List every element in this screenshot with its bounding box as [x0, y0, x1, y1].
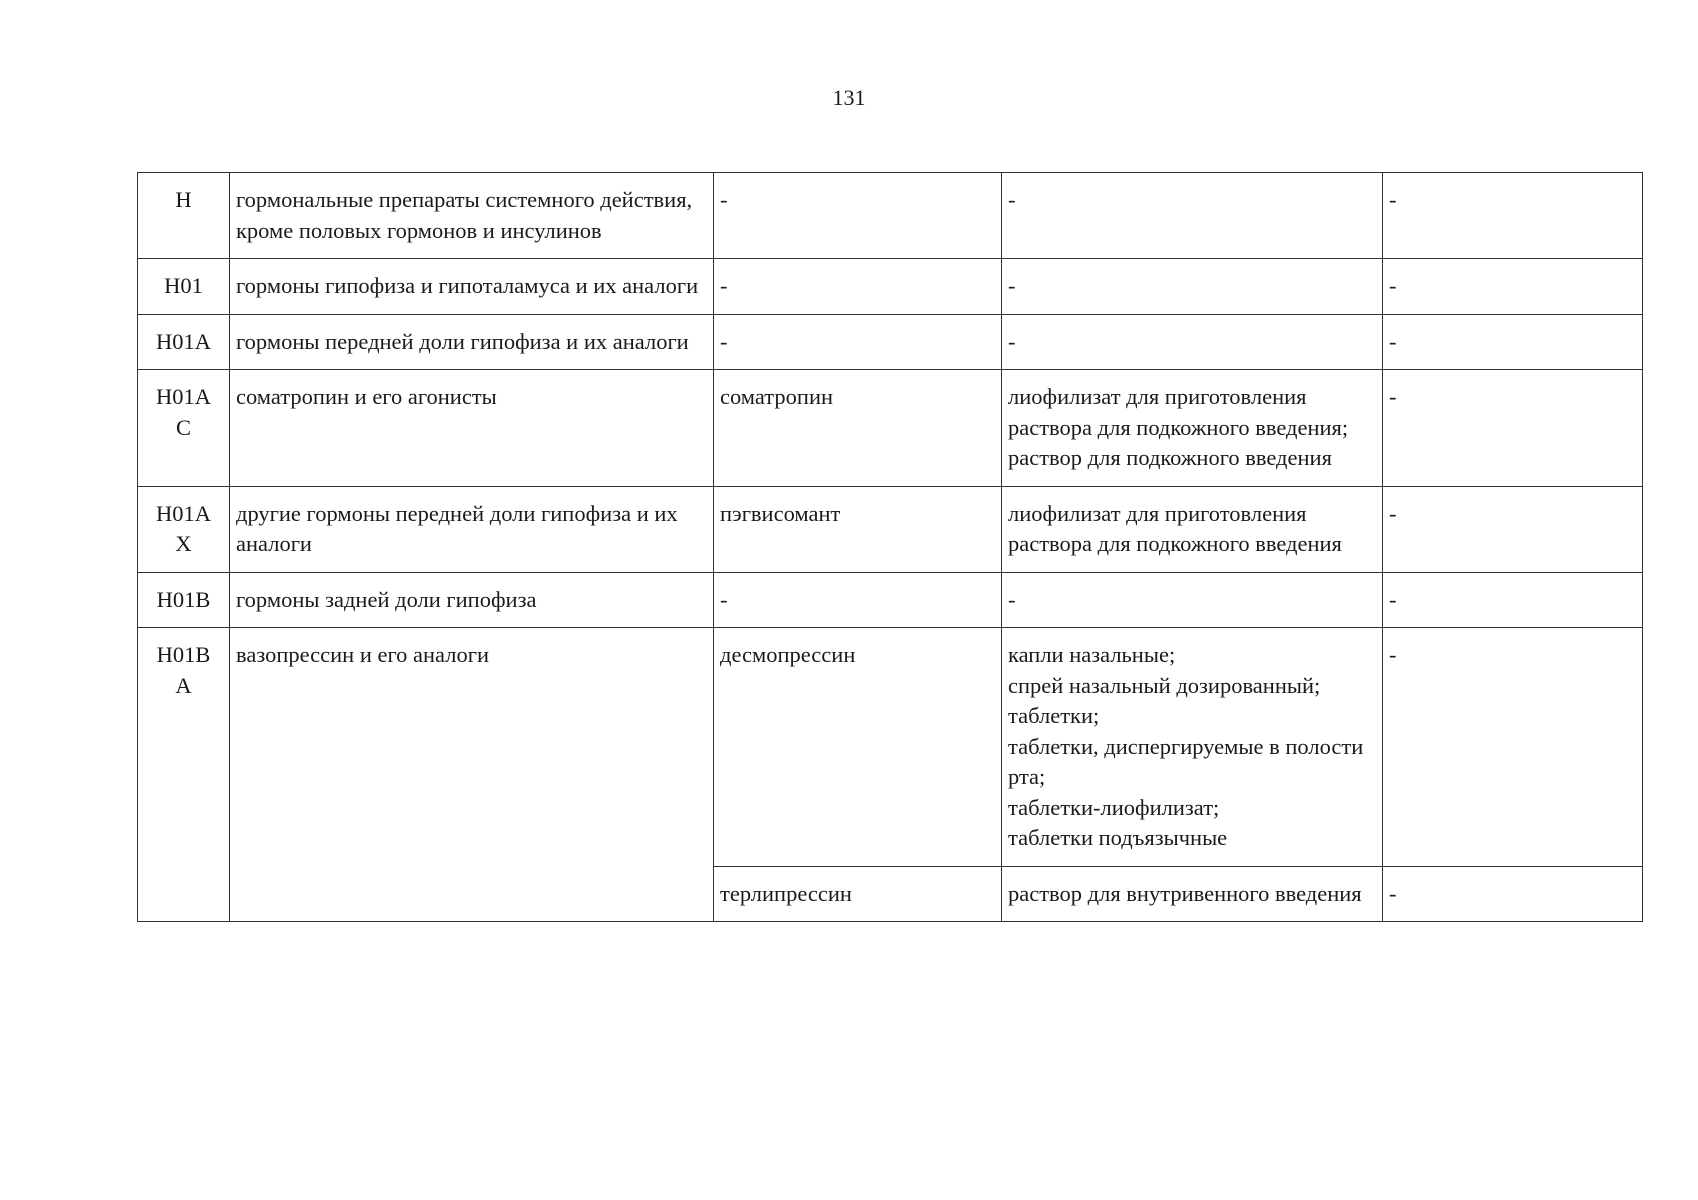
table-row	[138, 314, 1643, 370]
table-row	[138, 173, 1643, 259]
dosage-form-cell: -	[1002, 259, 1383, 315]
drug-name-cell: -	[714, 572, 1002, 628]
dosage-form-cell: лиофилизат для приготовления раствора для подкожного введения	[1002, 486, 1383, 572]
anatomical-group-cell: гормоны передней доли гипофиза и их аналоги	[230, 314, 714, 370]
note-cell: -	[1383, 370, 1643, 487]
drug-name-cell: -	[714, 259, 1002, 315]
table-row	[138, 572, 1643, 628]
dosage-form-cell: раствор для внутривенного введения	[1002, 866, 1383, 922]
drug-table	[137, 172, 1643, 922]
anatomical-group-cell: гормоны гипофиза и гипоталамуса и их аналоги	[230, 259, 714, 315]
dosage-form-cell: лиофилизат для приготовления раствора для подкожного введения; раствор для подкожного введения	[1002, 370, 1383, 487]
note-cell: -	[1383, 572, 1643, 628]
drug-name-cell: пэгвисомант	[714, 486, 1002, 572]
table-row	[138, 486, 1643, 572]
atc-code-cell: H01A X	[138, 486, 230, 572]
drug-name-cell: десмопрессин	[714, 628, 1002, 867]
anatomical-group-cell: гормональные препараты системного действия, кроме половых гормонов и инсулинов	[230, 173, 714, 259]
drug-name-cell: соматропин	[714, 370, 1002, 487]
dosage-form-cell: -	[1002, 314, 1383, 370]
note-cell: -	[1383, 486, 1643, 572]
atc-code-cell: H01	[138, 259, 230, 315]
drug-name-cell: -	[714, 314, 1002, 370]
anatomical-group-cell: другие гормоны передней доли гипофиза и их аналоги	[230, 486, 714, 572]
dosage-form-cell: -	[1002, 572, 1383, 628]
anatomical-group-cell: вазопрессин и его аналоги	[230, 628, 714, 922]
drug-name-cell: терлипрессин	[714, 866, 1002, 922]
page-number: 131	[832, 85, 866, 110]
drug-name-cell: -	[714, 173, 1002, 259]
note-cell: -	[1383, 866, 1643, 922]
atc-code-cell: H	[138, 173, 230, 259]
dosage-form-cell: -	[1002, 173, 1383, 259]
table-row	[138, 628, 1643, 867]
atc-code-cell: H01A C	[138, 370, 230, 487]
atc-code-cell: H01A	[138, 314, 230, 370]
table-row	[138, 370, 1643, 487]
anatomical-group-cell: гормоны задней доли гипофиза	[230, 572, 714, 628]
anatomical-group-cell: соматропин и его агонисты	[230, 370, 714, 487]
dosage-form-cell: капли назальные; спрей назальный дозированный; таблетки; таблетки, диспергируемые в полости рта; таблетки-лиофилизат; таблетки подъязычные	[1002, 628, 1383, 867]
atc-code-cell: H01B	[138, 572, 230, 628]
note-cell: -	[1383, 314, 1643, 370]
table-row	[138, 259, 1643, 315]
note-cell: -	[1383, 259, 1643, 315]
note-cell: -	[1383, 628, 1643, 867]
atc-code-cell: H01B A	[138, 628, 230, 922]
note-cell: -	[1383, 173, 1643, 259]
